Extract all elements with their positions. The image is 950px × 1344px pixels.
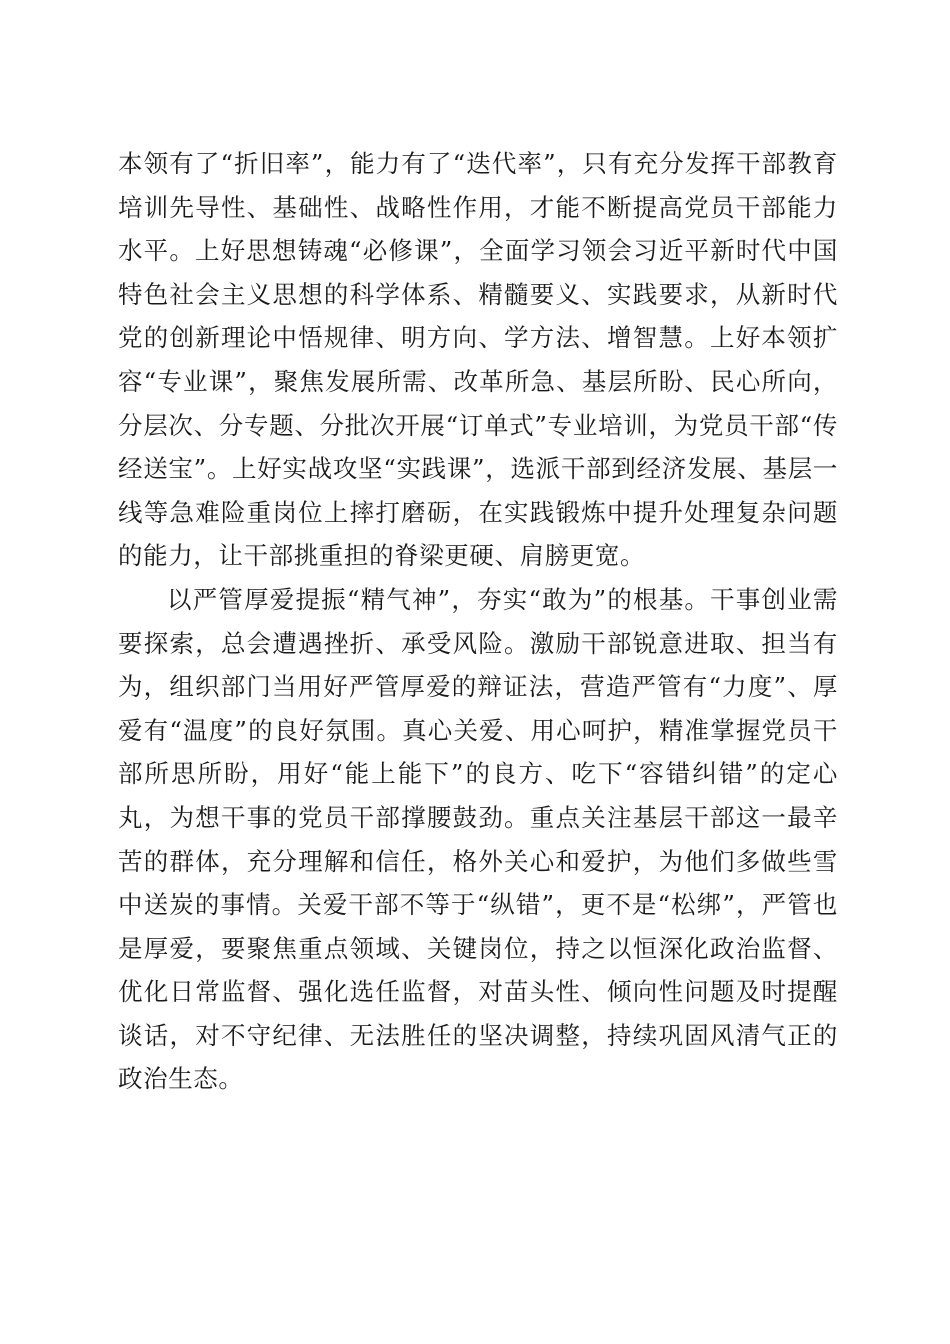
paragraph-strict-management: 以严管厚爱提振“精气神”，夯实“敢为”的根基。干事创业需要探索，总会遭遇挫折、承受风险。激励干部锐意进取、担当有为，组织部门当用好严管厚爱的辩证法，营造严管有“力度”、厚爱有“温度”的良好氛围。真心关爱、用心呵护，精准掌握党员干部所思所盼，用好“能上能下”的良方、吃下“容错纠错”的定心丸，为想干事的党员干部撑腰鼓劲。重点关注基层干部这一最辛苦的群体，充分理解和信任，格外关心和爱护，为他们多做些雪中送炭的事情。关爱干部不等于“纵错”，更不是“松绑”，严管也是厚爱，要聚焦重点领域、关键岗位，持之以恒深化政治监督、优化日常监督、强化选任监督，对苗头性、倾向性问题及时提醒谈话，对不守纪律、无法胜任的坚决调整，持续巩固风清气正的政治生态。 <box>118 584 838 1094</box>
document-body <box>118 142 838 1101</box>
paragraph-continued: 本领有了“折旧率”，能力有了“迭代率”，只有充分发挥干部教育培训先导性、基础性、战略性作用，才能不断提高党员干部能力水平。上好思想铸魂“必修课”，全面学习领会习近平新时代中国特色社会主义思想的科学体系、精髓要义、实践要求，从新时代党的创新理论中悟规律、明方向、学方法、增智慧。上好本领扩容“专业课”，聚焦发展所需、改革所急、基层所盼、民心所向，分层次、分专题、分批次开展“订单式”专业培训，为党员干部“传经送宝”。上好实战攻坚“实践课”，选派干部到经济发展、基层一线等急难险重岗位上摔打磨砺，在实践锻炼中提升处理复杂问题的能力，让干部挑重担的脊梁更硬、肩膀更宽。 <box>118 149 838 571</box>
